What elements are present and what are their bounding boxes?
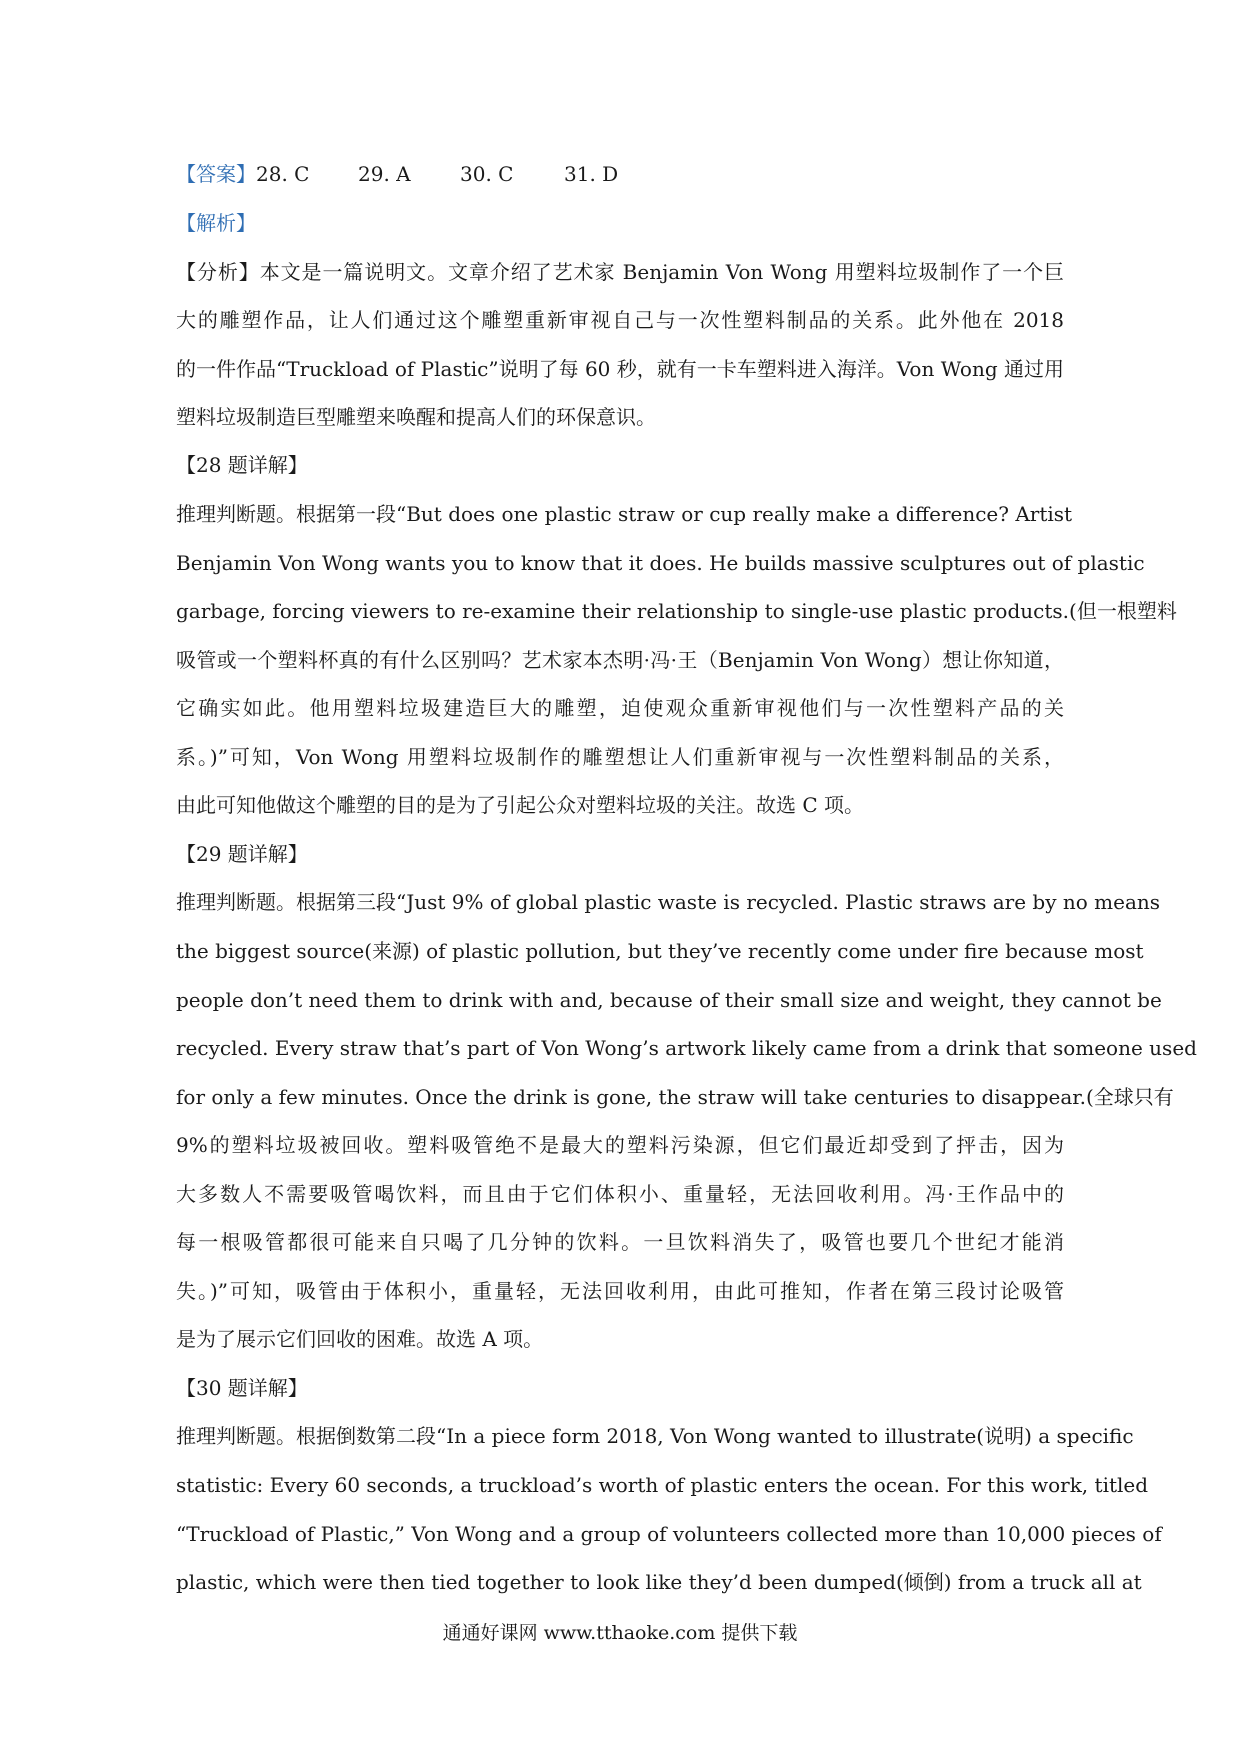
q29-line: 推理判断题。根据第三段“Just 9% of global plastic waste is recycled. Plastic straws are by no means — [176, 890, 1161, 914]
q28-line: 它确实如此。他用塑料垃圾建造巨大的雕塑，迫使观众重新审视他们与一次性塑料产品的关 — [176, 696, 1064, 720]
q29-line: 失。)”可知，吸管由于体积小，重量轻，无法回收利用，由此可推知，作者在第三段讨论吸管 — [176, 1279, 1064, 1303]
q29-line: for only a few minutes. Once the drink is gone, the straw will take centuries to disappear.(全球只有 — [176, 1085, 1174, 1109]
q29-line: people don’t need them to drink with and, because of their small size and weight, they cannot be — [176, 988, 1162, 1012]
answer-30: 30. C — [460, 162, 514, 186]
q29-line: 是为了展示它们回收的困难。故选 A 项。 — [176, 1327, 544, 1351]
q30-line: statistic: Every 60 seconds, a truckload’s worth of plastic enters the ocean. For this work, titled — [176, 1473, 1149, 1497]
answer-tag: 【答案】 — [176, 162, 256, 186]
q30-line: “Truckload of Plastic,” Von Wong and a group of volunteers collected more than 10,000 pieces of — [176, 1522, 1162, 1546]
q29-line: recycled. Every straw that’s part of Von Wong’s artwork likely came from a drink that someone used — [176, 1036, 1197, 1060]
q28-line: 推理判断题。根据第一段“But does one plastic straw or cup really make a difference? Artist — [176, 502, 1073, 526]
q29-line: the biggest source(来源) of plastic pollution, but they’ve recently come under fire because most — [176, 939, 1144, 963]
q28-line: 由此可知他做这个雕塑的目的是为了引起公众对塑料垃圾的关注。故选 C 项。 — [176, 793, 865, 817]
q30-heading: 【30 题详解】 — [176, 1376, 308, 1400]
answer-28: 28. C — [256, 162, 310, 186]
summary-line: 【分析】本文是一篇说明文。文章介绍了艺术家 Benjamin Von Wong 用塑料垃圾制作了一个巨 — [176, 260, 1064, 284]
q29-line: 每一根吸管都很可能来自只喝了几分钟的饮料。一旦饮料消失了，吸管也要几个世纪才能消 — [176, 1230, 1064, 1254]
q28-line: 吸管或一个塑料杯真的有什么区别吗？艺术家本杰明·冯·王（Benjamin Von Wong）想让你知道， — [176, 648, 1064, 672]
answer-31: 31. D — [564, 162, 619, 186]
q28-heading: 【28 题详解】 — [176, 453, 308, 477]
page-footer: 通通好课网 www.tthaoke.com 提供下载 — [442, 1622, 798, 1644]
q28-line: 系。)”可知，Von Wong 用塑料垃圾制作的雕塑想让人们重新审视与一次性塑料制品的关系， — [176, 745, 1064, 769]
q28-line: Benjamin Von Wong wants you to know that it does. He builds massive sculptures out of plastic — [176, 551, 1145, 575]
q30-line: plastic, which were then tied together to look like they’d been dumped(倾倒) from a truck all at — [176, 1570, 1142, 1594]
q28-line: garbage, forcing viewers to re-examine their relationship to single-use plastic products.(但一根塑料 — [176, 599, 1177, 623]
q29-line: 9%的塑料垃圾被回收。塑料吸管绝不是最大的塑料污染源，但它们最近却受到了抨击，因为 — [176, 1133, 1064, 1157]
answer-29: 29. A — [358, 162, 411, 186]
summary-line: 的一件作品“Truckload of Plastic”说明了每 60 秒，就有一卡车塑料进入海洋。Von Wong 通过用 — [176, 357, 1064, 381]
analysis-tag: 【解析】 — [176, 211, 256, 235]
q29-heading: 【29 题详解】 — [176, 842, 308, 866]
summary-line: 大的雕塑作品，让人们通过这个雕塑重新审视自己与一次性塑料制品的关系。此外他在 2018 — [176, 308, 1064, 332]
q30-line: 推理判断题。根据倒数第二段“In a piece form 2018, Von Wong wanted to illustrate(说明) a specific — [176, 1424, 1134, 1448]
summary-line: 塑料垃圾制造巨型雕塑来唤醒和提高人们的环保意识。 — [176, 405, 656, 429]
answer-line — [176, 160, 618, 188]
q29-line: 大多数人不需要吸管喝饮料，而且由于它们体积小、重量轻，无法回收利用。冯·王作品中的 — [176, 1182, 1064, 1206]
